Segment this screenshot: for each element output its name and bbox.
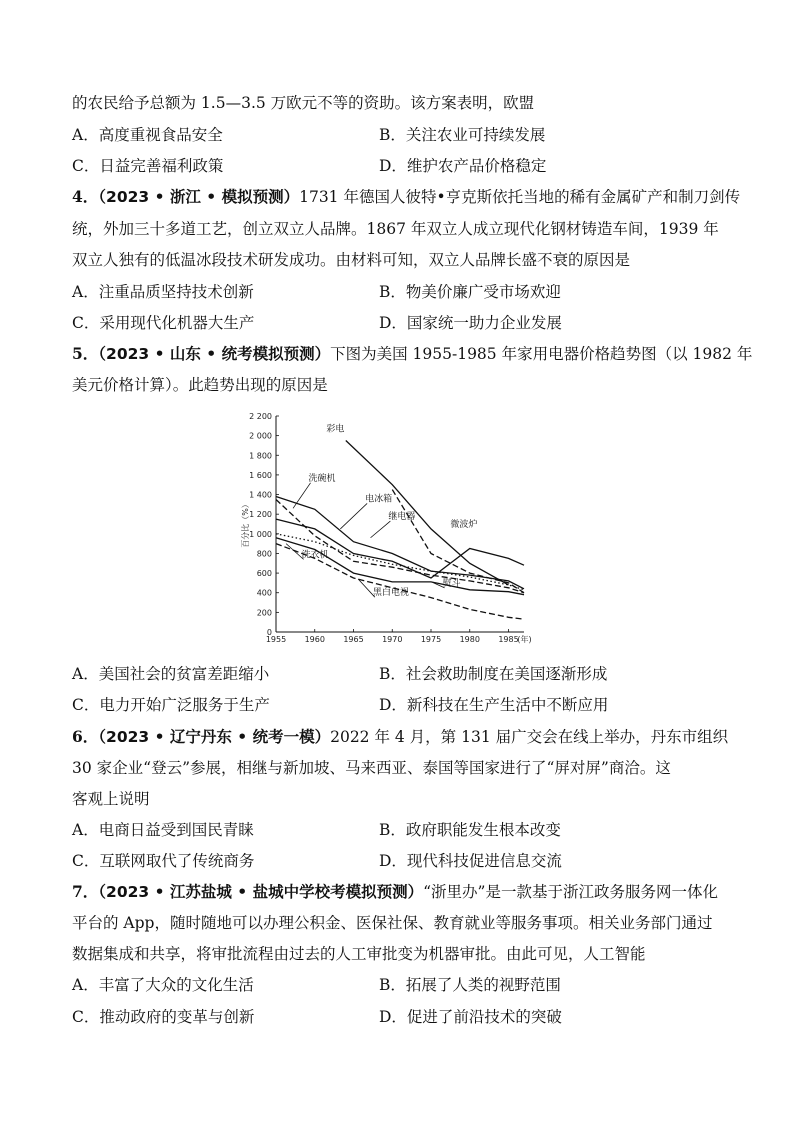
y-tick-label: 1 400 xyxy=(249,490,272,500)
y-tick-label: 1 000 xyxy=(249,529,272,539)
q4-option-a: A．注重品质坚持技术创新 xyxy=(72,283,254,301)
series-label-7: 熨斗 xyxy=(442,578,461,589)
q5-source: （2023 • 山东 • 统考模拟预测） xyxy=(98,345,331,363)
q7-source: （2023 • 江苏盐城 • 盐城中学校考模拟预测） xyxy=(98,883,424,901)
q5-option-c: C．电力开始广泛服务于生产 xyxy=(72,696,270,714)
x-tick-label: 1955 xyxy=(265,635,287,644)
q7-stem-line-2: 平台的 App，随时随地可以办理公积金、医保社保、教育就业等服务事项。相关业务部门通过 xyxy=(72,914,713,932)
y-tick-label: 800 xyxy=(256,549,272,559)
series-leader-line-3 xyxy=(340,503,367,528)
q6-stem-line-1 xyxy=(72,726,728,748)
series-label-5: 洗衣机 xyxy=(301,550,329,561)
series-label-1: 微波炉 xyxy=(450,519,478,530)
q3-option-a: A．高度重视食品安全 xyxy=(72,126,223,144)
y-tick-label: 2 200 xyxy=(249,412,272,421)
y-axis-label: 百分比（%） xyxy=(241,500,250,548)
series-line-0 xyxy=(346,441,509,585)
q7-stem-line-1 xyxy=(72,881,718,903)
series-label-4: 继电器 xyxy=(388,512,416,523)
y-tick-label: 200 xyxy=(256,608,272,618)
series-label-0: 彩电 xyxy=(326,424,345,435)
q4-stem-text: 1731 年德国人彼特•亨克斯依托当地的稀有金属矿产和制刀剑传 xyxy=(299,188,741,206)
q6-option-b: B．政府职能发生根本改变 xyxy=(379,821,561,839)
series-label-6: 黑白电视 xyxy=(372,588,409,599)
chart-svg xyxy=(236,404,536,654)
y-tick-label: 1 600 xyxy=(249,470,272,480)
q6-option-c: C．互联网取代了传统商务 xyxy=(72,852,255,870)
q4-stem-line-2: 统，外加三十多道工艺，创立双立人品牌。1867 年双立人成立现代化钢材铸造车间，1939 年 xyxy=(72,220,719,238)
q5-option-a: A．美国社会的贫富差距缩小 xyxy=(72,665,270,683)
q5-stem-line-2: 美元价格计算）。此趋势出现的原因是 xyxy=(72,376,328,394)
appliance-price-chart xyxy=(236,404,536,654)
q6-source: （2023 • 辽宁丹东 • 统考一模） xyxy=(98,728,331,746)
y-tick-label: 1 200 xyxy=(249,510,272,520)
y-tick-label: 2 000 xyxy=(249,431,272,441)
q5-option-d: D．新科技在生产生活中不断应用 xyxy=(379,696,609,714)
q5-option-b: B．社会救助制度在美国逐渐形成 xyxy=(379,665,608,683)
x-tick-label: 1985 xyxy=(498,635,519,644)
q3-stem-continuation: 的农民给予总额为 1.5—3.5 万欧元不等的资助。该方案表明，欧盟 xyxy=(72,94,535,112)
series-leader-line-4 xyxy=(371,521,391,538)
q7-number: 7． xyxy=(72,882,99,901)
q5-stem-line-1 xyxy=(72,343,752,365)
x-tick-label: 1965 xyxy=(343,635,364,644)
x-tick-label: 1980 xyxy=(459,635,480,644)
q4-option-d: D．国家统一助力企业发展 xyxy=(379,314,562,332)
q7-stem-text: “浙里办”是一款基于浙江政务服务网一体化 xyxy=(423,883,718,901)
x-tick-label: 1975 xyxy=(420,635,442,644)
q6-number: 6． xyxy=(72,727,99,746)
q7-option-b: B．拓展了人类的视野范围 xyxy=(379,976,561,994)
q6-option-a: A．电商日益受到国民青睐 xyxy=(72,821,254,839)
q4-option-c: C．采用现代化机器大生产 xyxy=(72,314,255,332)
q3-option-d: D．维护农产品价格稳定 xyxy=(379,157,547,175)
q4-source: （2023 • 浙江 • 模拟预测） xyxy=(98,188,300,206)
y-tick-label: 600 xyxy=(256,569,272,579)
q4-option-b: B．物美价廉广受市场欢迎 xyxy=(379,283,561,301)
x-unit-label: (年) xyxy=(517,635,532,644)
x-tick-label: 1960 xyxy=(304,635,325,644)
q5-number: 5． xyxy=(72,344,99,363)
q6-stem-line-3: 客观上说明 xyxy=(72,790,150,808)
series-line-2 xyxy=(276,497,524,589)
x-tick-label: 1970 xyxy=(382,635,403,644)
q7-stem-line-3: 数据集成和共享，将审批流程由过去的人工审批变为机器审批。由此可见，人工智能 xyxy=(72,945,646,963)
q5-stem-text: 下图为美国 1955-1985 年家用电器价格趋势图（以 1982 年 xyxy=(330,345,753,363)
series-line-1 xyxy=(392,490,524,593)
q7-option-a: A．丰富了大众的文化生活 xyxy=(72,976,254,994)
q4-stem-line-1 xyxy=(72,186,740,208)
q6-stem-line-2: 30 家企业“登云”参展，相继与新加坡、马来西亚、泰国等国家进行了“屏对屏”商洽。这 xyxy=(72,759,671,777)
q3-option-c: C．日益完善福利政策 xyxy=(72,157,224,175)
series-label-3: 电冰箱 xyxy=(365,494,393,505)
q6-option-d: D．现代科技促进信息交流 xyxy=(379,852,562,870)
y-tick-label: 400 xyxy=(256,588,272,598)
q4-number: 4． xyxy=(72,187,99,206)
y-tick-label: 0 xyxy=(266,628,272,637)
q4-stem-line-3: 双立人独有的低温冰段技术研发成功。由材料可知，双立人品牌长盛不衰的原因是 xyxy=(72,251,631,269)
series-label-2: 洗碗机 xyxy=(308,473,336,484)
q7-option-c: C．推动政府的变革与创新 xyxy=(72,1008,255,1026)
q3-option-b: B．关注农业可持续发展 xyxy=(379,126,546,144)
y-tick-label: 1 800 xyxy=(249,451,272,461)
q6-stem-text: 2022 年 4 月，第 131 届广交会在线上举办，丹东市组织 xyxy=(330,728,729,746)
q7-option-d: D．促进了前沿技术的突破 xyxy=(379,1008,562,1026)
